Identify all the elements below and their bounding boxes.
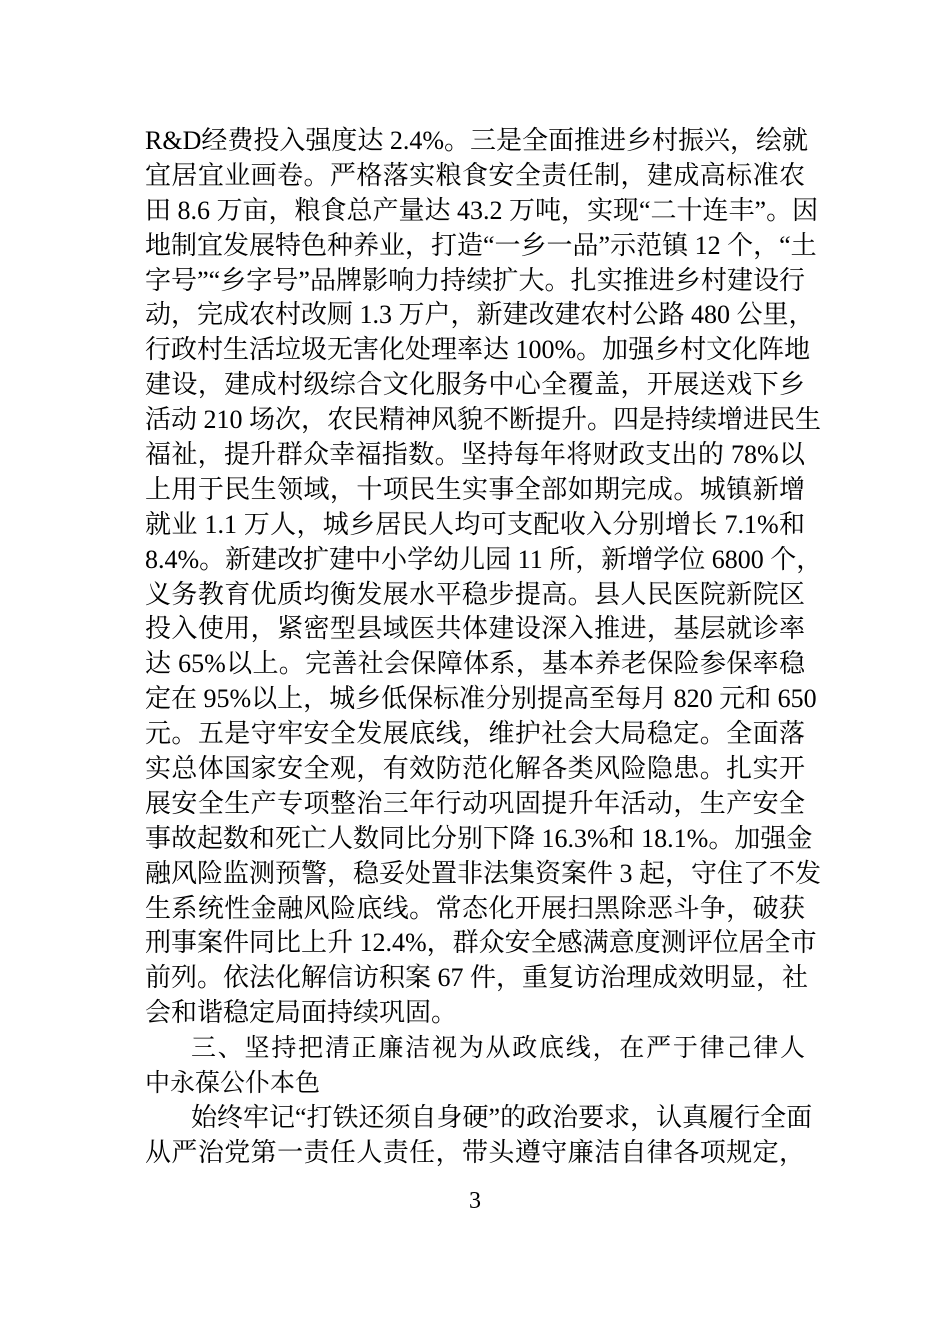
text-line: 实总体国家安全观，有效防范化解各类风险隐患。扎实开	[145, 754, 805, 784]
text-line: 定在 95%以上，城乡低保标准分别提高至每月 820 元和 650	[145, 684, 817, 714]
document-page	[145, 124, 823, 1171]
paragraph	[145, 1101, 813, 1171]
section-heading	[145, 1031, 805, 1101]
text-line: 前列。依法化解信访积案 67 件，重复访治理成效明显，社	[145, 963, 809, 993]
text-line: 动，完成农村改厕 1.3 万户，新建改建农村公路 480 公里，	[145, 300, 815, 330]
text-line: 投入使用，紧密型县域医共体建设深入推进，基层就诊率	[145, 614, 805, 644]
heading-line: 三、坚持把清正廉洁视为从政底线，在严于律己律人	[191, 1033, 805, 1063]
text-line: 事故起数和死亡人数同比分别下降 16.3%和 18.1%。加强金	[145, 823, 813, 853]
text-line: 就业 1.1 万人，城乡居民人均可支配收入分别增长 7.1%和	[145, 509, 805, 539]
text-line: 福祉，提升群众幸福指数。坚持每年将财政支出的 78%以	[145, 440, 805, 470]
text-line: 生系统性金融风险底线。常态化开展扫黑除恶斗争，破获	[145, 893, 805, 923]
text-line: 字号”“乡字号”品牌影响力持续扩大。扎实推进乡村建设行	[145, 265, 805, 295]
text-line: 展安全生产专项整治三年行动巩固提升年活动，生产安全	[145, 788, 805, 818]
heading-line: 中永葆公仆本色	[145, 1068, 321, 1098]
text-line: 上用于民生领域，十项民生实事全部如期完成。城镇新增	[145, 474, 805, 504]
text-line: 宜居宜业画卷。严格落实粮食安全责任制，建成高标准农	[145, 160, 805, 190]
text-line: 刑事案件同比上升 12.4%，群众安全感满意度测评位居全市	[145, 928, 817, 958]
text-line: 活动 210 场次，农民精神风貌不断提升。四是持续增进民生	[145, 405, 822, 435]
text-line: 从严治党第一责任人责任，带头遵守廉洁自律各项规定，	[145, 1137, 805, 1167]
text-line: 行政村生活垃圾无害化处理率达 100%。加强乡村文化阵地	[145, 335, 811, 365]
text-line: 元。五是守牢安全发展底线，维护社会大局稳定。全面落	[145, 719, 805, 749]
text-line: 地制宜发展特色种养业，打造“一乡一品”示范镇 12 个，“土	[145, 230, 817, 260]
text-line: 达 65%以上。完善社会保障体系，基本养老保险参保率稳	[145, 649, 805, 679]
text-line: 8.4%。新建改扩建中小学幼儿园 11 所，新增学位 6800 个，	[145, 544, 823, 574]
page-number: 3	[469, 1188, 481, 1214]
text-line: 融风险监测预警，稳妥处置非法集资案件 3 起，守住了不发	[145, 858, 822, 888]
paragraph	[145, 124, 823, 1031]
text-line: 田 8.6 万亩，粮食总产量达 43.2 万吨，实现“二十连丰”。因	[145, 195, 819, 225]
text-line: 会和谐稳定局面持续巩固。	[145, 998, 458, 1028]
text-line: R&D经费投入强度达 2.4%。三是全面推进乡村振兴，绘就	[145, 126, 809, 155]
text-line: 建设，建成村级综合文化服务中心全覆盖，开展送戏下乡	[145, 370, 805, 400]
text-line: 义务教育优质均衡发展水平稳步提高。县人民医院新院区	[145, 579, 805, 609]
text-line: 始终牢记“打铁还须自身硬”的政治要求，认真履行全面	[191, 1102, 813, 1132]
